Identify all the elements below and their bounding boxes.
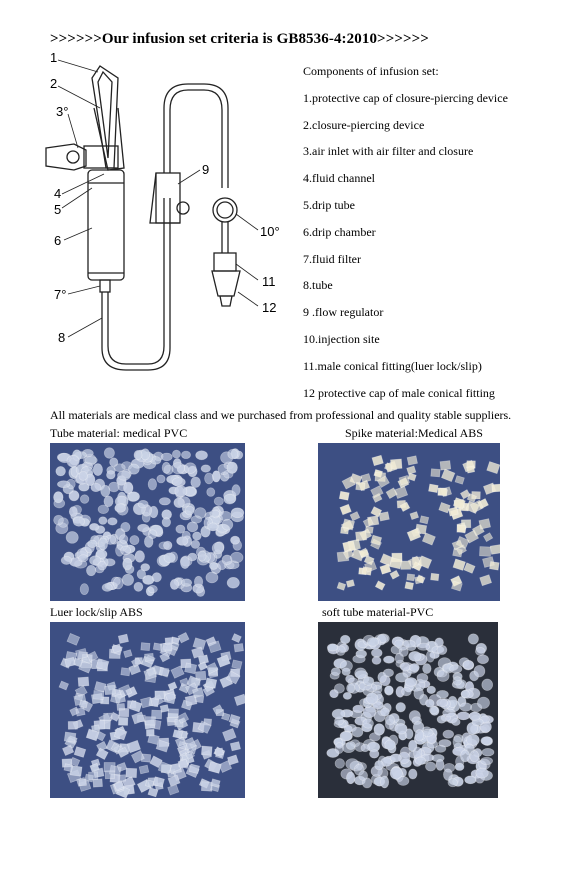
- component-item: 6.drip chamber: [303, 225, 376, 239]
- component-item: 10.injection site: [303, 332, 380, 346]
- diagram-label-12: 12: [262, 300, 277, 315]
- diagram-label-5: 5: [54, 202, 62, 217]
- material-caption-tube: Tube material: medical PVC: [50, 426, 188, 440]
- material-caption-spike: Spike material:Medical ABS: [345, 426, 483, 440]
- diagram-label-11: 11: [262, 274, 276, 289]
- diagram-label-9: 9: [202, 162, 210, 177]
- component-item: 12 protective cap of male conical fitting: [303, 386, 495, 400]
- diagram-label-3: 3°: [56, 104, 69, 119]
- photo-luer-abs-pellets: [50, 622, 245, 798]
- component-item: 5.drip tube: [303, 198, 355, 212]
- component-item: 8.tube: [303, 278, 333, 292]
- component-item: 11.male conical fitting(luer lock/slip): [303, 359, 482, 373]
- diagram-label-8: 8: [58, 330, 66, 345]
- diagram-label-1: 1: [50, 50, 58, 65]
- diagram-label-2: 2: [50, 76, 58, 91]
- infusion-set-diagram: [28, 48, 298, 393]
- component-item: 3.air inlet with air filter and closure: [303, 144, 474, 158]
- component-item: 2.closure-piercing device: [303, 118, 425, 132]
- diagram-label-6: 6: [54, 233, 62, 248]
- components-heading: Components of infusion set:: [303, 64, 439, 78]
- component-item: 1.protective cap of closure-piercing device: [303, 91, 508, 105]
- diagram-label-4: 4: [54, 186, 62, 201]
- diagram-label-7: 7°: [54, 287, 67, 302]
- photo-pvc-pellets: [50, 443, 245, 601]
- photo-soft-pvc-pellets: [318, 622, 498, 798]
- component-item: 9 .flow regulator: [303, 305, 384, 319]
- photo-abs-pellets: [318, 443, 500, 601]
- page-title: >>>>>>Our infusion set criteria is GB8536-4:2010>>>>>>: [50, 31, 429, 47]
- component-item: 7.fluid filter: [303, 252, 361, 266]
- materials-note: All materials are medical class and we purchased from professional and quality stable suppliers.: [50, 408, 512, 422]
- diagram-label-10: 10°: [260, 224, 280, 239]
- material-caption-soft-tube: soft tube material-PVC: [322, 605, 434, 619]
- material-caption-luer: Luer lock/slip ABS: [50, 605, 143, 619]
- component-item: 4.fluid channel: [303, 171, 375, 185]
